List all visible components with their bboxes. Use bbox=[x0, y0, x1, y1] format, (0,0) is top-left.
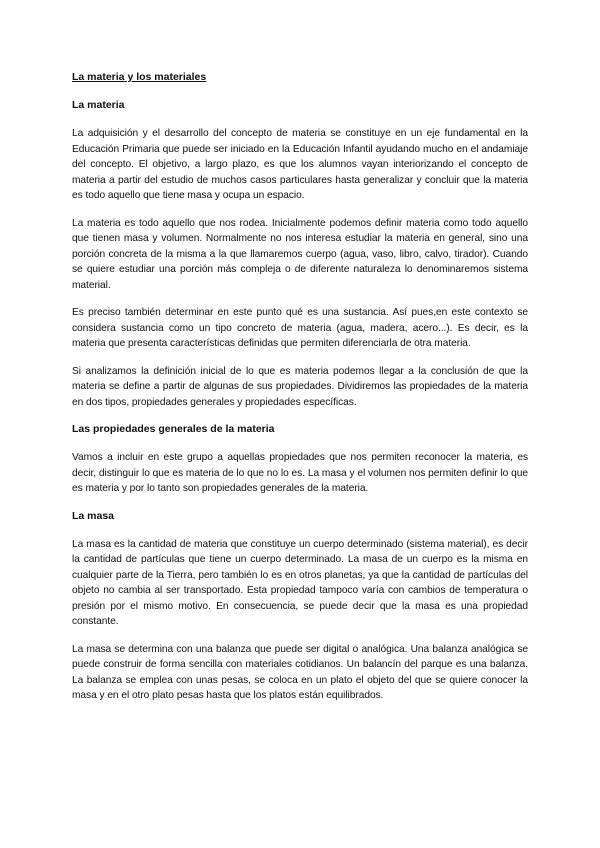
section-heading-la-masa: La masa bbox=[72, 509, 115, 522]
paragraph: La adquisición y el desarrollo del concepto de materia se constituye en un eje fundamental en la Educación Primaria que puede ser iniciado en la Educación Infantil ayudando mucho en el andamiaje del concepto. El objetivo, a largo plazo, es que los alumnos vayan interiorizando el concepto de materia a partir del estudio de muchos casos particulares hasta generalizar y concluir que la materia es todo aquello que tiene masa y ocupa un espacio. bbox=[72, 128, 528, 201]
paragraph: Es preciso también determinar en este punto qué es una sustancia. Así pues,en este contexto se considera sustancia como un tipo concreto de materia (agua, madera, acero...). Es decir, es la materia que presenta características definidas que permiten diferenciarla de otra materia. bbox=[72, 307, 528, 349]
paragraph: Vamos a incluir en este grupo a aquellas propiedades que nos permiten reconocer la materia, es decir, distinguir lo que es materia de lo que no lo es. La masa y el volumen nos permiten definir lo que es materia y por lo tanto son propiedades generales de la materia. bbox=[72, 452, 528, 494]
section-heading-la-materia: La materia bbox=[72, 99, 125, 111]
section-heading-propiedades-generales: Las propiedades generales de la materia bbox=[72, 423, 275, 435]
paragraph: La masa es la cantidad de materia que constituye un cuerpo determinado (sistema material), es decir la cantidad de partículas que tiene un cuerpo determinado. La masa de un cuerpo es la misma en cualquier parte de la Tierra, pero también lo es en otros planetas, ya que la cantidad de partículas del objeto no cambia al ser transportado. Esta propiedad tampoco varía con cambios de temperatura o presión por el mismo motivo. En consecuencia, se puede decir que la masa es una propiedad constante. bbox=[72, 538, 528, 627]
document-title: La materia y los materiales bbox=[72, 71, 207, 83]
paragraph: La masa se determina con una balanza que puede ser digital o analógica. Una balanza analógica se puede construir de forma sencilla con materiales cotidianos. Un balancín del parque es una balanza. La balanza se emplea con unas pesas, se coloca en un plato el objeto del que se quiere conocer la masa y en el otro plato pesas hasta que los platos están equilibrados. bbox=[72, 643, 528, 701]
paragraph: La materia es todo aquello que nos rodea. Inicialmente podemos definir materia como todo aquello que tienen masa y volumen. Normalmente no nos interesa estudiar la materia en general, sino una porción concreta de la misma a la que llamaremos cuerpo (agua, vaso, libro, calvo, tirador). Cuando se quiere estudiar una porción más compleja o de diferente naturaleza lo denominaremos sistema material. bbox=[72, 217, 528, 291]
paragraph: Si analizamos la definición inicial de lo que es materia podemos llegar a la conclusión de que la materia se define a partir de algunas de sus propiedades. Dividiremos las propiedades de la materia en dos tipos, propiedades generales y propiedades específicas. bbox=[72, 365, 528, 408]
